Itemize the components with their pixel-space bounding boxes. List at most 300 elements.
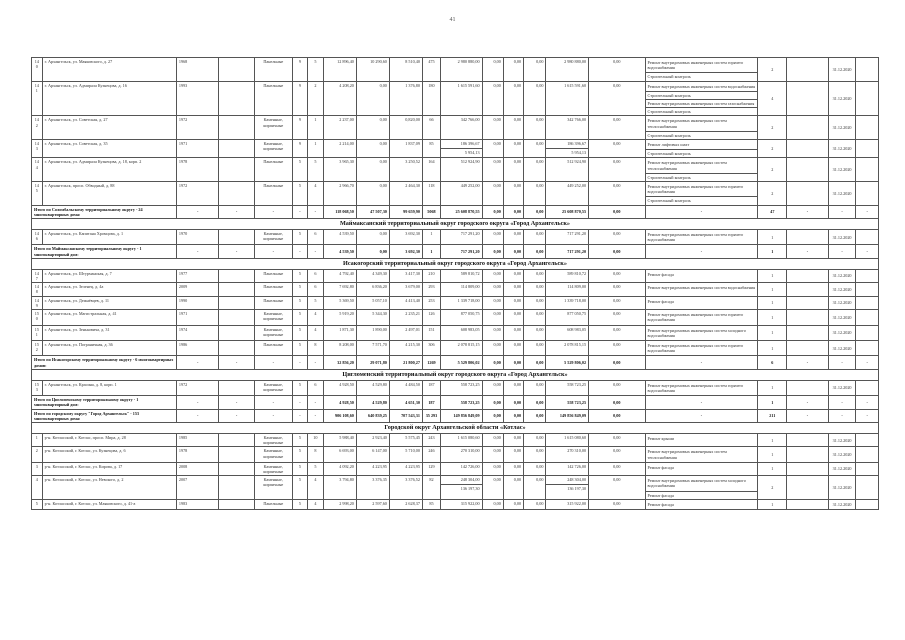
amount-main: 186 396,67 — [460, 141, 480, 147]
dash: - — [219, 396, 254, 409]
entrances: 2 — [307, 81, 323, 116]
total-cost — [546, 462, 589, 475]
residents: 187 — [422, 380, 440, 395]
specific-cost: 0,00 — [589, 325, 645, 340]
living-area: 3 376,35 — [356, 476, 389, 500]
entrances: 4 — [307, 182, 323, 206]
works-list — [645, 310, 758, 325]
fund-2: 0,00 — [503, 340, 523, 355]
dash: - — [787, 205, 829, 218]
empty-cell — [219, 269, 254, 282]
register-table — [31, 57, 879, 510]
specific-cost: 0,00 — [589, 409, 645, 422]
amount-main: 270 310,00 — [567, 448, 587, 454]
work-item: Ремонт фасада — [647, 298, 674, 304]
dash: - — [307, 205, 323, 218]
works-count: 1 — [758, 396, 787, 409]
entrances: 6 — [307, 283, 323, 296]
residents: 1 — [422, 245, 440, 258]
fund-2: 0,00 — [503, 182, 523, 206]
empty-cell — [787, 447, 829, 462]
empty-cell — [787, 58, 829, 82]
fund-2: 0,00 — [503, 245, 523, 258]
works-count: 1 — [758, 433, 787, 446]
deadline: 31.12.2020 — [828, 230, 856, 245]
fund-3: 0,00 — [524, 283, 546, 296]
empty-cell — [787, 499, 829, 509]
work-item: Ремонт внутридомовых инженерных систем холодного водоснабжения — [647, 478, 746, 489]
fund-1: 0,00 — [482, 182, 503, 206]
fund-3: 0,00 — [524, 340, 546, 355]
deadline: 31.12.2020 — [828, 462, 856, 475]
total-cost — [546, 380, 589, 395]
empty-cell — [787, 116, 829, 140]
wall-material: Панельные — [254, 58, 292, 82]
row-number: 5 — [32, 499, 43, 509]
section-heading-row — [32, 369, 879, 380]
amount-main: 2 980 880,00 — [457, 59, 480, 64]
fund-3: 0,00 — [524, 205, 546, 218]
living-area: 4 349,30 — [356, 269, 389, 282]
cost — [441, 269, 483, 282]
floors: 9 — [292, 116, 307, 140]
total-cost — [546, 296, 589, 309]
amount-sub: 136 197,30 — [441, 484, 482, 491]
dash: - — [787, 409, 829, 422]
fund-2: 0,00 — [503, 356, 523, 369]
amount-main: 142 726,00 — [460, 463, 480, 469]
private-area: 8 510,40 — [389, 58, 422, 82]
cost — [441, 433, 483, 446]
specific-cost: 0,00 — [589, 230, 645, 245]
total-cost: 5 529 806,02 — [546, 356, 589, 369]
dash: - — [856, 356, 879, 369]
living-area: 47 507,30 — [356, 205, 389, 218]
fund-1: 0,00 — [482, 81, 503, 116]
build-year: 1978 — [176, 447, 219, 462]
dash: - — [645, 356, 758, 369]
works-count: 1 — [758, 447, 787, 462]
amount-main: 1 339 718,00 — [564, 297, 587, 303]
cost — [441, 296, 483, 309]
fund-2: 0,00 — [503, 325, 523, 340]
work-item: Строительный контроль — [646, 91, 758, 98]
total-cost: 25 608 870,55 — [546, 205, 589, 218]
amount-main: 1 615 080,60 — [457, 434, 480, 440]
wall-material: Каменные, кирпичные — [254, 325, 292, 340]
fund-3: 0,00 — [524, 499, 546, 509]
residents: 210 — [422, 269, 440, 282]
works-list — [645, 158, 758, 182]
fund-1: 0,00 — [482, 283, 503, 296]
cost — [441, 462, 483, 475]
living-area: 0,00 — [356, 245, 389, 258]
amount-main: 589 810,72 — [460, 270, 480, 276]
address: р-н. Котласский, г. Котлас, ул. Кирова, д. 17 — [42, 462, 176, 475]
fund-1: 0,00 — [482, 396, 503, 409]
total-area: 118 068,50 — [323, 205, 356, 218]
fund-2: 0,00 — [503, 396, 523, 409]
work-item: Ремонт внутридомовых инженерных систем водоснабжения — [647, 285, 756, 291]
fund-3: 0,00 — [524, 409, 546, 422]
house-row — [32, 283, 879, 296]
wall-material: Панельные — [254, 269, 292, 282]
wall-material: Панельные — [254, 81, 292, 116]
empty-cell — [787, 158, 829, 182]
living-area: 2 597,60 — [356, 499, 389, 509]
total-label: Итого по Исакогорскому территориальному округу - 6 многоквартирных домов: — [32, 356, 177, 369]
fund-2: 0,00 — [503, 499, 523, 509]
wall-material: Каменные, кирпичные — [254, 310, 292, 325]
fund-2: 0,00 — [503, 296, 523, 309]
row-number: 145 — [32, 182, 43, 206]
works-count: 1 — [758, 499, 787, 509]
total-area: 906 108,60 — [323, 409, 356, 422]
total-area: 2 214,00 — [323, 140, 356, 158]
living-area: 4 223,95 — [356, 462, 389, 475]
row-number: 143 — [32, 140, 43, 158]
living-area: 29 071,80 — [356, 356, 389, 369]
amount-main: 1 615 591,60 — [457, 82, 480, 88]
residents: 5068 — [422, 205, 440, 218]
house-row — [32, 182, 879, 206]
living-area: 2 923,40 — [356, 433, 389, 446]
work-item: Ремонт внутридомовых инженерных систем теплоснабжения — [647, 118, 727, 129]
total-cost — [546, 140, 589, 158]
amount-main: 717 291,20 — [460, 231, 480, 237]
deadline: 31.12.2020 — [828, 269, 856, 282]
works-count: 2 — [758, 476, 787, 500]
work-item: Ремонт лифтовых шахт — [647, 142, 690, 148]
cost — [441, 58, 483, 82]
total-cost — [546, 230, 589, 245]
fund-1: 0,00 — [482, 380, 503, 395]
total-area: 4 792,40 — [323, 269, 356, 282]
floors: 5 — [292, 447, 307, 462]
total-area: 4 539,50 — [323, 230, 356, 245]
amount-main: 512 924,90 — [460, 159, 480, 165]
fund-1: 0,00 — [482, 310, 503, 325]
wall-material: Каменные, кирпичные — [254, 380, 292, 395]
row-number: 153 — [32, 380, 43, 395]
fund-2: 0,00 — [503, 433, 523, 446]
empty-cell — [856, 325, 879, 340]
total-area: 8 208,00 — [323, 340, 356, 355]
empty-cell — [856, 340, 879, 355]
work-item: Ремонт фасада — [647, 464, 674, 470]
deadline: 31.12.2020 — [828, 499, 856, 509]
entrances: 4 — [307, 310, 323, 325]
living-area: 0,00 — [356, 158, 389, 182]
works-list — [645, 447, 758, 462]
empty-cell — [856, 158, 879, 182]
house-row — [32, 325, 879, 340]
fund-3: 0,00 — [524, 380, 546, 395]
private-area: 4 413,40 — [389, 296, 422, 309]
work-item: Ремонт фасада — [647, 501, 674, 507]
amount-main: 248 304,00 — [567, 477, 587, 483]
residents: 187 — [422, 396, 440, 409]
works-list — [645, 81, 758, 116]
deadline: 31.12.2020 — [828, 433, 856, 446]
works-count: 2 — [758, 182, 787, 206]
fund-3: 0,00 — [524, 158, 546, 182]
fund-3: 0,00 — [524, 269, 546, 282]
empty-cell — [787, 325, 829, 340]
amount-main: 608 983,05 — [567, 326, 587, 332]
total-cost — [546, 476, 589, 500]
private-area: 5 710,00 — [389, 447, 422, 462]
living-area: 0,00 — [356, 230, 389, 245]
total-cost — [546, 447, 589, 462]
works-list — [645, 325, 758, 340]
private-area: 2 235,21 — [389, 310, 422, 325]
floors: 5 — [292, 296, 307, 309]
work-item: Ремонт внутридомовых инженерных систем горячего водоснабжения — [647, 232, 744, 243]
residents: 180 — [422, 81, 440, 116]
floors: 9 — [292, 140, 307, 158]
living-area: 0,00 — [356, 116, 389, 140]
build-year: 1985 — [176, 433, 219, 446]
row-number: 144 — [32, 158, 43, 182]
works-count: 1 — [758, 230, 787, 245]
dash: - — [645, 205, 758, 218]
total-row — [32, 396, 879, 409]
address: г. Архангельск, ул. Советская, д. 35 — [42, 140, 176, 158]
total-row — [32, 205, 879, 218]
fund-3: 0,00 — [524, 356, 546, 369]
private-area: 4 484,50 — [389, 380, 422, 395]
amount-main: 342 766,00 — [460, 117, 480, 123]
fund-2: 0,00 — [503, 230, 523, 245]
dash: - — [828, 245, 856, 258]
empty-cell — [787, 140, 829, 158]
total-cost — [546, 499, 589, 509]
deadline: 31.12.2020 — [828, 58, 856, 82]
total-cost — [546, 182, 589, 206]
dash: - — [176, 396, 219, 409]
address: г. Архангельск, ул. Капитана Хромцова, д. 1 — [42, 230, 176, 245]
private-area: 3 692,30 — [389, 230, 422, 245]
total-area: 7 692,80 — [323, 283, 356, 296]
floors: 9 — [292, 58, 307, 82]
address: р-н. Котласский, г. Котлас, ул. Маяковского, д. 41-а — [42, 499, 176, 509]
address: г. Архангельск, просп. Обводный, д. 88 — [42, 182, 176, 206]
empty-cell — [219, 476, 254, 500]
amount-main: 877 050,75 — [460, 311, 480, 317]
build-year: 2008 — [176, 462, 219, 475]
entrances: 5 — [307, 158, 323, 182]
living-area: 6 836,20 — [356, 283, 389, 296]
house-row — [32, 499, 879, 509]
build-year: 1972 — [176, 182, 219, 206]
works-count: 1 — [758, 310, 787, 325]
house-row — [32, 116, 879, 140]
section-heading: Городской округ Архангельской области «Котлас» — [32, 422, 879, 433]
entrances: 6 — [307, 269, 323, 282]
work-item: Ремонт внутридомовых инженерных систем горячего водоснабжения — [647, 382, 744, 393]
total-area: 3 965,30 — [323, 158, 356, 182]
dash: - — [254, 245, 292, 258]
empty-cell — [856, 296, 879, 309]
row-number: 3 — [32, 462, 43, 475]
amount-main: 248 304,00 — [460, 477, 480, 483]
build-year: 1972 — [176, 380, 219, 395]
fund-1: 0,00 — [482, 409, 503, 422]
empty-cell — [856, 499, 879, 509]
fund-1: 0,00 — [482, 462, 503, 475]
private-area: 2 628,37 — [389, 499, 422, 509]
amount-sub: 136 197,30 — [546, 484, 588, 491]
fund-3: 0,00 — [524, 230, 546, 245]
entrances: 8 — [307, 340, 323, 355]
residents: 293 — [422, 283, 440, 296]
works-count: 47 — [758, 205, 787, 218]
row-number: 149 — [32, 296, 43, 309]
empty-cell — [219, 230, 254, 245]
row-number: 141 — [32, 81, 43, 116]
fund-3: 0,00 — [524, 58, 546, 82]
works-list — [645, 296, 758, 309]
dash: - — [292, 205, 307, 218]
private-area: 5 575,45 — [389, 433, 422, 446]
works-list — [645, 58, 758, 82]
house-row — [32, 158, 879, 182]
fund-2: 0,00 — [503, 310, 523, 325]
work-item: Ремонт крыши — [647, 435, 674, 441]
section-heading: Исакогорский территориальный округ городского округа «Город Архангельск» — [32, 258, 879, 269]
fund-1: 0,00 — [482, 356, 503, 369]
fund-3: 0,00 — [524, 296, 546, 309]
address: г. Архангельск, ул. Советская, д. 27 — [42, 116, 176, 140]
specific-cost: 0,00 — [589, 81, 645, 116]
amount-main: 1 339 718,00 — [457, 297, 480, 303]
address: г. Архангельск, ул. Адмирала Кузнецова, д. 16 — [42, 81, 176, 116]
dash: - — [787, 356, 829, 369]
fund-3: 0,00 — [524, 116, 546, 140]
cost — [441, 140, 483, 158]
fund-3: 0,00 — [524, 81, 546, 116]
empty-cell — [219, 380, 254, 395]
specific-cost: 0,00 — [589, 356, 645, 369]
section-heading-row — [32, 258, 879, 269]
fund-2: 0,00 — [503, 58, 523, 82]
residents: 164 — [422, 158, 440, 182]
section-heading: Цигломенский территориальный округ городского округа «Город Архангельск» — [32, 369, 879, 380]
row-number: 2 — [32, 447, 43, 462]
empty-cell — [219, 310, 254, 325]
floors: 5 — [292, 158, 307, 182]
wall-material: Каменные, кирпичные — [254, 140, 292, 158]
deadline: 31.12.2020 — [828, 380, 856, 395]
specific-cost: 0,00 — [589, 499, 645, 509]
wall-material: Каменные, кирпичные — [254, 116, 292, 140]
fund-3: 0,00 — [524, 140, 546, 158]
total-cost — [546, 158, 589, 182]
floors: 5 — [292, 462, 307, 475]
amount-main: 449 252,00 — [567, 183, 587, 189]
private-area: 0,820,00 — [389, 116, 422, 140]
address: р-н. Котласский, г. Котлас, ул. Кузнецова, д. 6 — [42, 447, 176, 462]
total-cost: 558 723,25 — [546, 396, 589, 409]
dash: - — [307, 409, 323, 422]
works-list — [645, 476, 758, 500]
build-year: 1974 — [176, 325, 219, 340]
section-heading-row — [32, 219, 879, 230]
amount-main: 315 922,00 — [460, 500, 480, 506]
build-year: 1968 — [176, 58, 219, 82]
work-item: Строительный контроль — [646, 149, 758, 156]
specific-cost: 0,00 — [589, 245, 645, 258]
specific-cost: 0,00 — [589, 380, 645, 395]
dash: - — [176, 356, 219, 369]
fund-2: 0,00 — [503, 283, 523, 296]
total-area: 5 369,50 — [323, 296, 356, 309]
total-cost — [546, 283, 589, 296]
entrances: 1 — [307, 116, 323, 140]
works-list — [645, 433, 758, 446]
row-number: 148 — [32, 283, 43, 296]
residents: 118 — [422, 182, 440, 206]
empty-cell — [219, 296, 254, 309]
total-cost — [546, 433, 589, 446]
private-area: 2 497,01 — [389, 325, 422, 340]
build-year: 1971 — [176, 310, 219, 325]
address: г. Архангельск, ул. Магистральная, д. 41 — [42, 310, 176, 325]
fund-1: 0,00 — [482, 296, 503, 309]
floors: 5 — [292, 269, 307, 282]
private-area: 3 250,52 — [389, 158, 422, 182]
living-area: 5 344,30 — [356, 310, 389, 325]
total-area: 4 928,50 — [323, 396, 356, 409]
address: г. Архангельск, ул. Зеленец, д. 4а — [42, 283, 176, 296]
amount-main: 114 809,00 — [567, 284, 587, 290]
dash: - — [219, 356, 254, 369]
dash: - — [254, 205, 292, 218]
empty-cell — [787, 81, 829, 116]
house-row — [32, 296, 879, 309]
fund-2: 0,00 — [503, 462, 523, 475]
empty-cell — [856, 81, 879, 116]
row-number: 147 — [32, 269, 43, 282]
deadline: 31.12.2020 — [828, 81, 856, 116]
dash: - — [645, 409, 758, 422]
deadline: 31.12.2020 — [828, 447, 856, 462]
build-year: 1993 — [176, 81, 219, 116]
wall-material: Панельные — [254, 499, 292, 509]
dash: - — [787, 245, 829, 258]
deadline: 31.12.2020 — [828, 116, 856, 140]
row-number: 1 — [32, 433, 43, 446]
fund-1: 0,00 — [482, 58, 503, 82]
section-heading-row — [32, 422, 879, 433]
amount-main: 589 810,72 — [567, 270, 587, 276]
address: г. Архангельск, ул. Адмирала Кузнецова, д. 18, корп. 2 — [42, 158, 176, 182]
specific-cost: 0,00 — [589, 58, 645, 82]
cost — [441, 283, 483, 296]
floors: 5 — [292, 340, 307, 355]
cost — [441, 182, 483, 206]
dash: - — [176, 409, 219, 422]
fund-2: 0,00 — [503, 81, 523, 116]
cost — [441, 340, 483, 355]
house-row — [32, 310, 879, 325]
fund-2: 0,00 — [503, 447, 523, 462]
work-item: Строительный контроль — [646, 72, 758, 79]
dash: - — [254, 409, 292, 422]
wall-material: Панельные — [254, 296, 292, 309]
fund-2: 0,00 — [503, 116, 523, 140]
